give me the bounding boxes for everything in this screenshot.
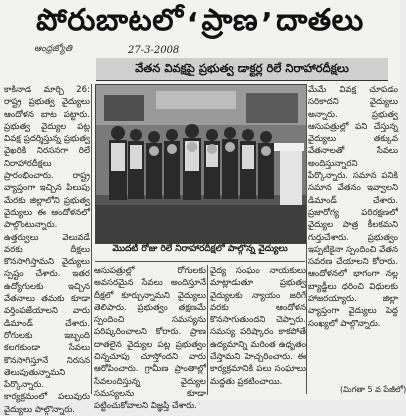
article-text: మేమే వివక్ష చూపడం సరికాదని వైద్యులు అన్నారు. ప్రభుత్వ ఆసుపత్రుల్లో పని చేస్తున్న వైద్యులు తక్కువ వేతనాలతో సేవలు అందిస్తున్నారని పేర్కొన్నారు. సమాన పనికి సమాన వేతనం ఇవ్వాలని డిమాండ్ చేశారు. ప్రజారోగ్య పరిరక్షణలో వైద్యుల పాత్ర కీలకమని గుర్తుచేశారు. ప్రభుత్వం ఇప్పటికైనా స్పందించి వేతన సవరణ చేయాలని కోరారు. ఆందోళనలో భాగంగా నల్ల బ్యాడ్జీలు ధరించి విధులకు హాజరయ్యారు. జిల్లా వ్యాప్తంగా వైద్యులు పెద్ద సంఖ్యలో పాల్గొన్నారు. xyxy=(308,85,398,329)
column-divider xyxy=(207,265,208,395)
handwritten-note: ఆంధ్రజ్యోతి xyxy=(34,44,73,54)
column-divider xyxy=(91,84,92,394)
article-column-right xyxy=(308,84,398,384)
caption-divider xyxy=(95,261,305,262)
headline-part2: దాతలు xyxy=(276,3,364,38)
photo-caption: మొదటి రోజు రిలే నిరాహారదీక్షలో పాల్గొన్న వైద్యులు xyxy=(112,244,288,254)
subheadline: వేతన వివక్షపై ప్రభుత్వ డాక్టర్ల రిలే నిరాహారదీక్షలు xyxy=(96,58,388,81)
article-column-middle-left xyxy=(94,265,206,412)
photo-doctors-on-dais xyxy=(96,85,306,243)
article-column-middle-right xyxy=(210,265,306,395)
article-column-left xyxy=(4,84,90,415)
article-text: ఆసుపత్రుల్లో రోగులకు అవసరమైన సేవలు అందిస్తూనే దీక్షలో కూర్చున్నామని వైద్యులు తెలిపారు. ప్రభుత్వం తక్షణమే స్పందించి సమస్యను పరిష్కరించాలని కోరారు. ప్రాణ దాతలైన వైద్యుల పట్ల ప్రభుత్వం చిన్నచూపు చూస్తోందని వారు ఆరోపించారు. గ్రామీణ ప్రాంతాల్లో సేవలందిస్తున్న వైద్యుల సమస్యలను కూడా పట్టించుకోవాలని విజ్ఞప్తి చేశారు. xyxy=(94,266,206,412)
article-text: వైద్య సంఘం నాయకులు మాట్లాడుతూ ప్రభుత్వ వైద్యులకు న్యాయం జరిగే వరకు ఆందోళన కొనసాగుతుందని చెప్పారు. సమస్య పరిష్కారం కాకపోతే ఉద్యమాన్ని మరింత ఉధృతం చేస్తామని హెచ్చరించారు. ఈ కార్యక్రమానికి పలు సంఘాలు మద్దతు ప్రకటించాయి. xyxy=(210,266,306,387)
news-photo xyxy=(95,84,307,244)
handwritten-date: 27-3-2008 xyxy=(128,45,180,56)
headline-part1: పోరుబాటలో xyxy=(36,3,184,38)
headline-quote-open: ‘ xyxy=(186,6,199,42)
headline-highlight: ప్రాణ xyxy=(201,3,259,38)
headline xyxy=(14,4,386,44)
article-text: కాకినాడ మార్చి 26: రాష్ట్ర ప్రభుత్వ వైద్యులు ఆందోళన బాట పట్టారు. ప్రభుత్వ వైద్యుల పట్ల వివక్ష ప్రదర్శిస్తున్న ప్రభుత్వ వైఖరికి నిరసనగా రిలే నిరాహారదీక్షలు ప్రారంభించారు. రాష్ట్ర వ్యాప్తంగా ఇచ్చిన పిలుపు మేరకు జిల్లాలోని ప్రభుత్వ వైద్యులు ఈ ఆందోళనలో పాల్గొంటున్నారు. ఉత్తర్వులు వెలువడే వరకు దీక్షలు కొనసాగిస్తామని వైద్యులు స్పష్టం చేశారు. ఇతర ఉద్యోగులకు ఇచ్చిన వేతనాలు తమకు కూడా వర్తింపజేయాలని వారు డిమాండ్ చేశారు. రోగులకు ఇబ్బంది కలగకుండా సేవలు కొనసాగిస్తూనే నిరసన తెలుపుతున్నామని పేర్కొన్నారు. కార్యక్రమంలో పలువురు వైద్యులు పాల్గొన్నారు. xyxy=(4,85,90,415)
headline-quote-close: ’ xyxy=(261,6,274,42)
column-divider xyxy=(306,84,307,394)
continuation-note: (మిగతా 5 వ పేజీలో) xyxy=(340,385,406,394)
